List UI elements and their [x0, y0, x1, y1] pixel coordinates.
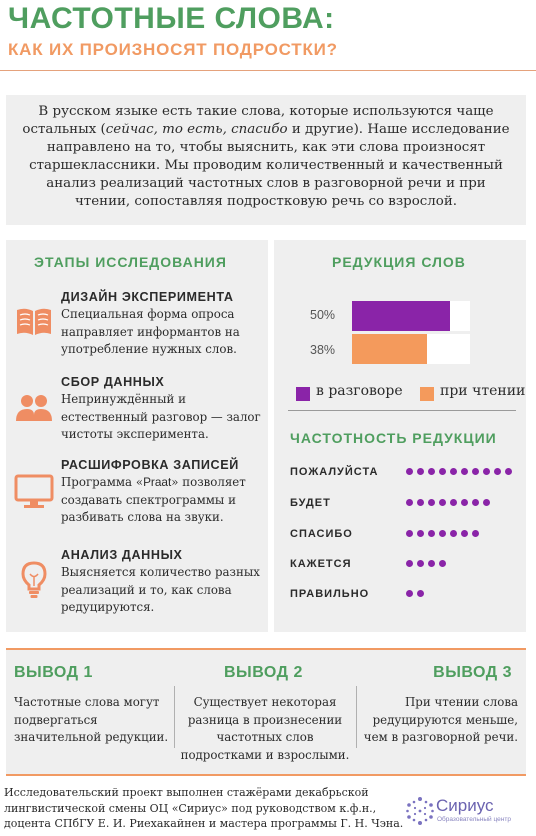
stage-title: РАСШИФРОВКА ЗАПИСЕЙ — [61, 458, 239, 472]
freq-word: СПАСИБО — [290, 528, 353, 540]
bar-track-conversation — [352, 301, 470, 331]
stage-text: Выясняется количество разных реализаций и то, как слова редуцируются. — [61, 565, 260, 614]
frequency-dot — [417, 468, 424, 475]
legend-label-reading: при чтении — [440, 383, 526, 399]
stage-text: Специальная форма опроса направляет информантов на употребление нужных слов. — [61, 307, 240, 356]
frequency-dot — [428, 560, 435, 567]
conclusion-3-text: При чтении слова редуцируются меньше, чем в разговорной речи. — [363, 695, 518, 744]
page-subtitle: КАК ИХ ПРОИЗНОСЯТ ПОДРОСТКИ? — [8, 40, 338, 59]
logo-name: Сириус — [436, 796, 494, 815]
page-title: ЧАСТОТНЫЕ СЛОВА: — [8, 2, 335, 35]
freq-word: КАЖЕТСЯ — [290, 558, 352, 570]
frequency-dot — [439, 499, 446, 506]
footer-credits: Исследовательский проект выполнен стажёрами декабрьской лингвистической смены ОЦ «Сириус» под руководством к.ф.н., доцента СПбГУ Е. И. Риехакайнен и мастера программы Г. Н. Чэна. — [4, 786, 404, 830]
conclusion-2-title: ВЫВОД 2 — [224, 664, 303, 681]
frequency-dot — [406, 530, 413, 537]
logo-subtitle: Образовательный центр — [437, 816, 511, 823]
sirius-star-icon — [406, 796, 434, 826]
frequency-dot — [483, 499, 490, 506]
intro-box — [6, 95, 526, 225]
stage-text-before: Программа « — [61, 475, 144, 489]
reduction-chart — [274, 240, 526, 370]
praat-program: Praat — [143, 475, 172, 489]
conclusion-1-title: ВЫВОД 1 — [14, 664, 93, 681]
bar-reading — [352, 334, 427, 364]
frequency-dot — [505, 468, 512, 475]
freq-word: ПОЖАЛУЙСТА — [290, 466, 379, 478]
people-icon — [14, 387, 54, 427]
frequency-dot — [406, 468, 413, 475]
divider-line — [174, 686, 175, 748]
stage-text-after: » позволяет создавать спектрограммы и разбивать слова на звуки. — [61, 475, 246, 524]
legend-swatch-reading — [420, 387, 434, 401]
frequency-dot — [406, 590, 413, 597]
frequency-dot — [461, 530, 468, 537]
frequency-dot — [417, 590, 424, 597]
frequency-dot — [428, 530, 435, 537]
frequency-dot — [406, 560, 413, 567]
frequency-dot — [428, 468, 435, 475]
bar-track-reading — [352, 334, 470, 364]
frequency-dot — [450, 468, 457, 475]
stages-heading: ЭТАПЫ ИССЛЕДОВАНИЯ — [34, 254, 227, 270]
frequency-dot — [472, 468, 479, 475]
legend-swatch-conversation — [296, 387, 310, 401]
frequency-dot — [417, 499, 424, 506]
stages-panel — [6, 240, 268, 632]
lightbulb-icon — [14, 560, 54, 600]
stage-text — [61, 474, 261, 527]
title-divider — [0, 70, 536, 71]
divider-line — [356, 686, 357, 748]
bar-conversation — [352, 301, 450, 331]
frequency-dot — [439, 530, 446, 537]
intro-text-cont: и другие). Наше исследование направлено на то, чтобы выяснить, как эти слова произносят старшеклассники. Мы проводим количественный и качественный анализ реализаций частотных слов в разговорной речи и при чтении, сопоставляя подростковую речь со взрослой. — [29, 122, 510, 209]
stage-title: ДИЗАЙН ЭКСПЕРИМЕНТА — [61, 290, 234, 304]
frequency-heading: ЧАСТОТНОСТЬ РЕДУКЦИИ — [290, 430, 497, 446]
bar-label-conversation: 50% — [310, 308, 336, 322]
frequency-dot — [450, 530, 457, 537]
frequency-dot — [461, 499, 468, 506]
intro-examples: сейчас, то есть, спасибо — [105, 122, 288, 137]
freq-word: ПРАВИЛЬНО — [290, 588, 370, 600]
frequency-dot — [450, 499, 457, 506]
frequency-dot — [428, 499, 435, 506]
bar-label-reading: 38% — [310, 343, 336, 357]
sirius-logo — [406, 792, 536, 832]
frequency-dot — [494, 468, 501, 475]
frequency-dot — [439, 560, 446, 567]
frequency-dot — [417, 560, 424, 567]
reduction-heading: РЕДУКЦИЯ СЛОВ — [332, 254, 466, 270]
frequency-dot — [483, 468, 490, 475]
reduction-panel — [274, 240, 526, 632]
frequency-dot — [461, 468, 468, 475]
conclusion-1-text: Частотные слова могут подвергаться значительной редукции. — [14, 695, 169, 744]
stage-title: СБОР ДАННЫХ — [61, 375, 165, 389]
intro-text: В русском языке есть такие слова, которые используются чаще остальных ( — [22, 104, 494, 137]
stage-title: АНАЛИЗ ДАННЫХ — [61, 548, 183, 562]
legend-label-conversation: в разговоре — [316, 383, 403, 399]
frequency-dot — [439, 468, 446, 475]
frequency-dot — [472, 499, 479, 506]
conclusion-2-text: Существует некоторая разница в произнесении частотных слов подростками и взрослыми. — [180, 695, 350, 762]
frequency-dot — [417, 530, 424, 537]
stage-text: Непринуждённый и естественный разговор — залог чистоты эксперимента. — [61, 392, 261, 441]
section-divider — [288, 410, 516, 411]
frequency-dot — [472, 530, 479, 537]
frequency-dot — [406, 499, 413, 506]
freq-word: БУДЕТ — [290, 497, 331, 509]
book-icon — [14, 302, 54, 342]
conclusions-box — [6, 648, 526, 776]
monitor-icon — [14, 470, 54, 510]
conclusion-3-title: ВЫВОД 3 — [433, 664, 512, 681]
